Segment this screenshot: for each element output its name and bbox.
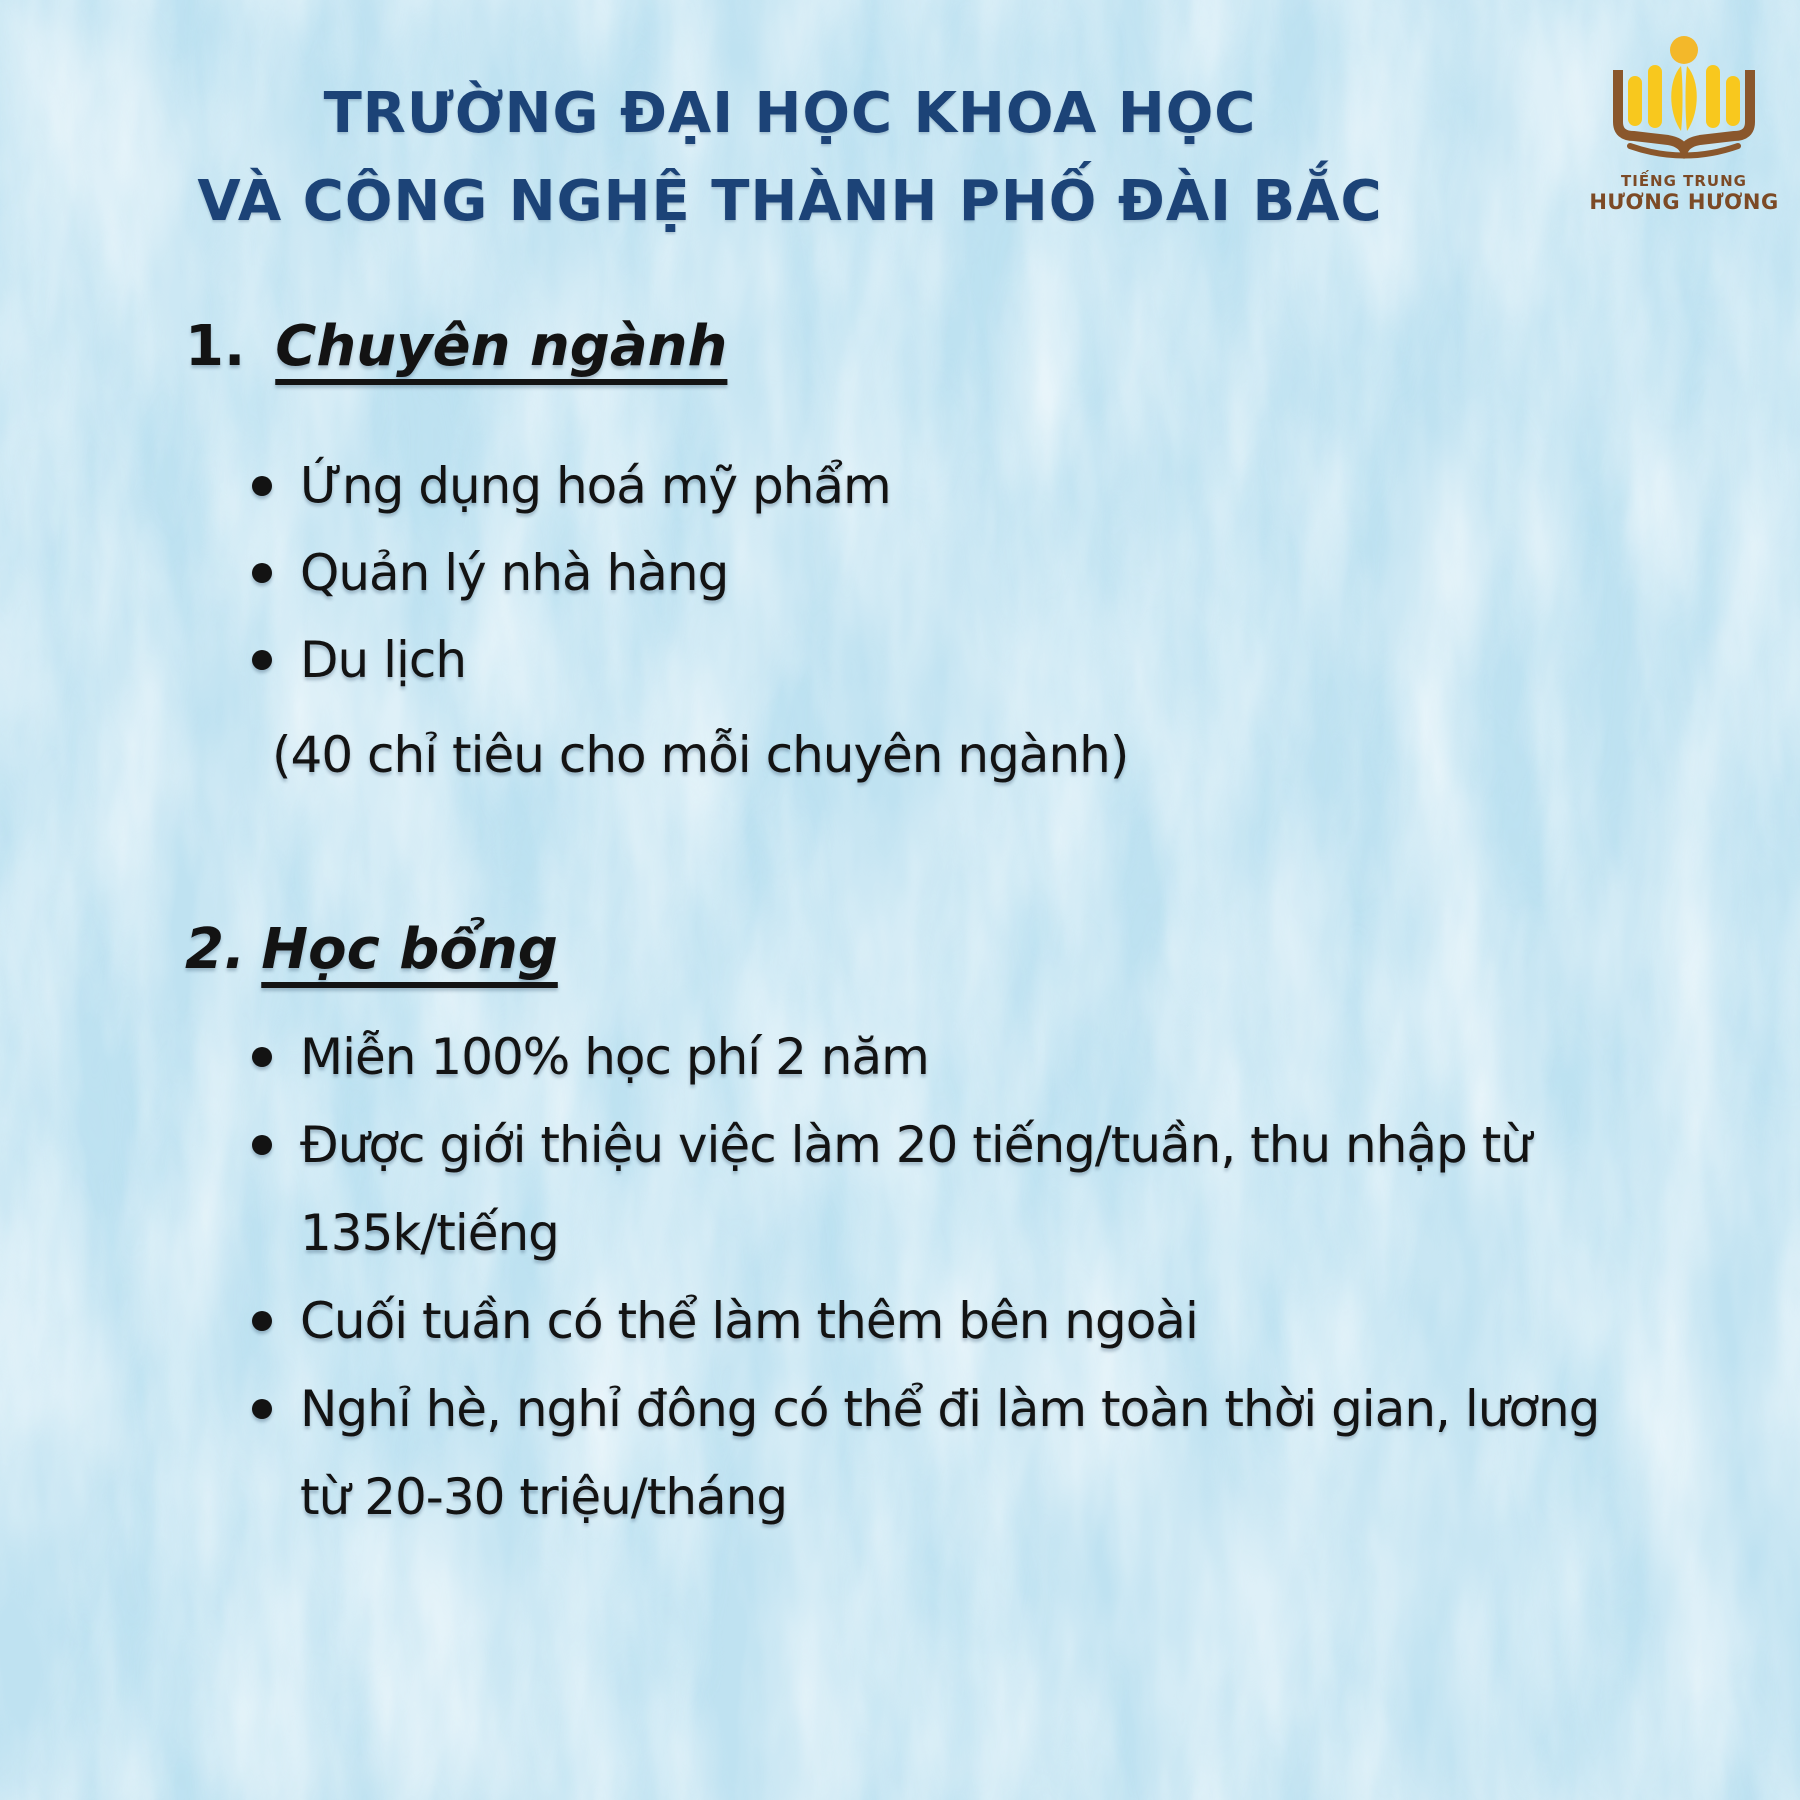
list-item — [185, 1101, 1780, 1189]
list-item — [185, 1013, 1780, 1101]
open-book-logo-icon — [1604, 34, 1764, 168]
bullet-dot-icon — [252, 1311, 272, 1331]
logo-text-line-2: HƯƠNG HƯƠNG — [1589, 190, 1779, 214]
majors-list — [185, 442, 1780, 703]
scholarship-item-text: 135k/tiếng — [300, 1204, 559, 1262]
bullet-dot-icon — [252, 650, 272, 670]
major-item-text: Quản lý nhà hàng — [300, 543, 729, 602]
scholarship-item-text: Được giới thiệu việc làm 20 tiếng/tuần, thu nhập từ — [300, 1116, 1531, 1174]
bullet-dot-icon — [252, 1399, 272, 1419]
section-scholarship-number: 2. — [185, 917, 246, 982]
major-item-text: Ứng dụng hoá mỹ phẩm — [300, 456, 891, 515]
bullet-dot-icon — [252, 476, 272, 496]
list-item-continuation — [185, 1453, 1780, 1541]
section-scholarship-heading-text: Học bổng — [261, 917, 558, 982]
bullet-dot-icon — [252, 563, 272, 583]
list-item — [185, 1277, 1780, 1365]
scholarship-item-text: Nghỉ hè, nghỉ đông có thể đi làm toàn thời gian, lương — [300, 1380, 1600, 1438]
logo-text-line-1: TIẾNG TRUNG — [1621, 172, 1747, 190]
page-title-line-2: VÀ CÔNG NGHỆ THÀNH PHỐ ĐÀI BẮC — [197, 169, 1383, 234]
list-item — [185, 529, 1780, 616]
page-title-line-1: TRƯỜNG ĐẠI HỌC KHOA HỌC — [323, 81, 1257, 146]
scholarship-item-text: Cuối tuần có thể làm thêm bên ngoài — [300, 1292, 1198, 1350]
section-majors-number: 1. — [185, 314, 246, 379]
section-scholarship — [185, 915, 1780, 1541]
bullet-dot-icon — [252, 1047, 272, 1067]
majors-quota-note: (40 chỉ tiêu cho mỗi chuyên ngành) — [272, 725, 1129, 784]
list-item — [185, 1365, 1780, 1453]
list-item — [185, 442, 1780, 529]
section-scholarship-heading — [185, 915, 1780, 985]
major-item-text: Du lịch — [300, 630, 467, 689]
list-item-continuation — [185, 1189, 1780, 1277]
section-majors-heading — [185, 312, 1780, 382]
section-majors — [185, 312, 1780, 798]
brand-logo — [1584, 34, 1784, 214]
page-title — [30, 70, 1550, 246]
bullet-dot-icon — [252, 1135, 272, 1155]
section-majors-heading-text: Chuyên ngành — [275, 314, 728, 379]
scholarship-item-text: Miễn 100% học phí 2 năm — [300, 1028, 929, 1086]
scholarship-item-text: từ 20-30 triệu/tháng — [300, 1468, 788, 1526]
list-item — [185, 616, 1780, 703]
section-scholarship-heading-wrap — [185, 917, 558, 982]
scholarship-list — [185, 1013, 1780, 1541]
